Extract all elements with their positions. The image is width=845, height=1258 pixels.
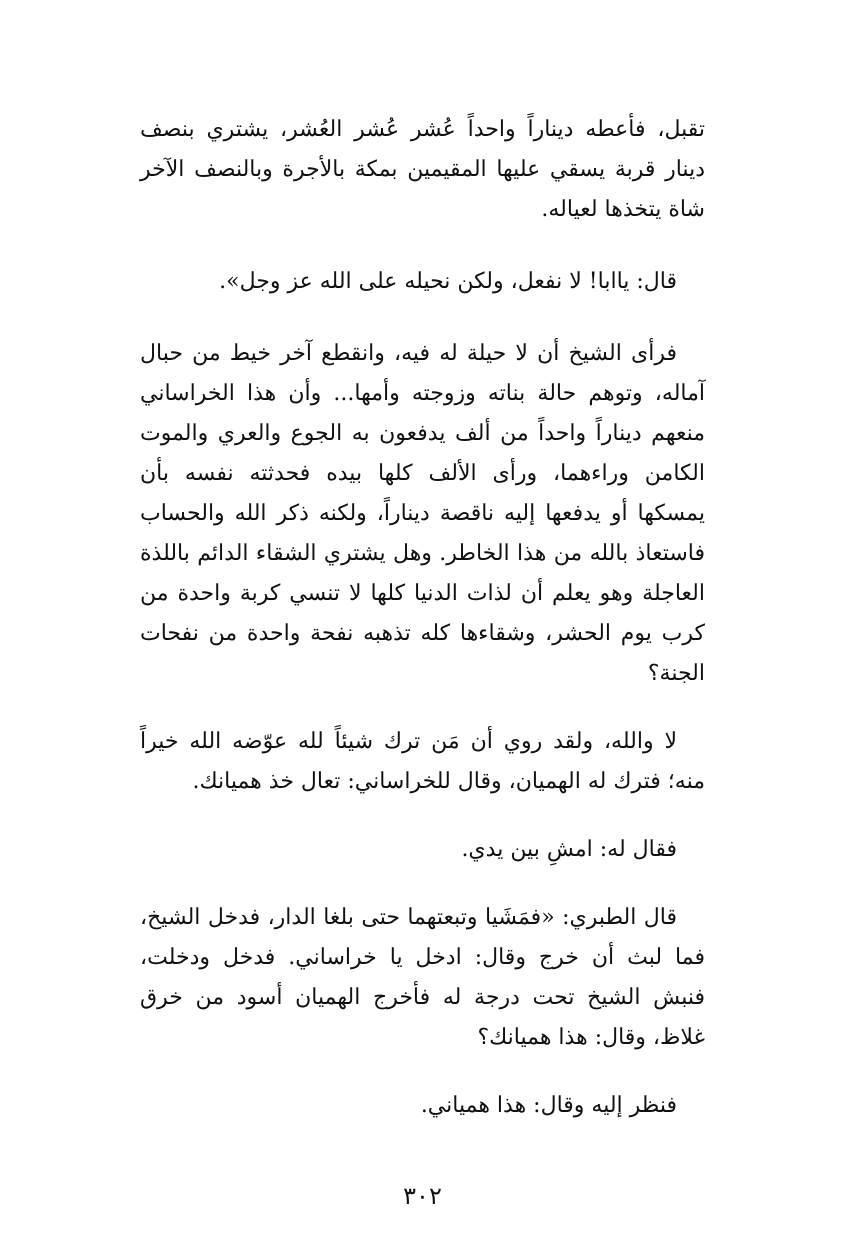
page-body	[140, 110, 705, 1126]
paragraph-5: فقال له: امشِ بين يدي.	[461, 837, 677, 862]
paragraph-2: قال: ياابا! لا نفعل، ولكن نحيله على الله عز وجل».	[219, 269, 677, 294]
page-number: ٣٠٢	[403, 1182, 442, 1210]
paragraph-1: تقبل، فأعطه ديناراً واحداً عُشر عُشر العُشر، يشتري بنصف دينار قربة يسقي عليها المقيمين بمكة بالأجرة وبالنصف الآخر شاة يتخذها لعياله.	[140, 117, 705, 222]
paragraph-6: قال الطبري: «فمَشَيا وتبعتهما حتى بلغا الدار، فدخل الشيخ، فما لبث أن خرج وقال: ادخل يا خراساني. فدخل ودخلت، فنبش الشيخ تحت درجة له فأخرج الهميان أسود من خرق غلاظ، وقال: هذا هميانك؟	[140, 905, 705, 1050]
paragraph-4: لا والله، ولقد روي أن مَن ترك شيئاً لله عوّضه الله خيراً منه؛ فترك له الهميان، وقال للخراساني: تعال خذ هميانك.	[140, 729, 705, 794]
paragraph-3: فرأى الشيخ أن لا حيلة له فيه، وانقطع آخر خيط من حبال آماله، وتوهم حالة بناته وزوجته وأمها... وأن هذا الخراساني منعهم ديناراً واحداً من ألف يدفعون به الجوع والعري والموت الكامن وراءهما، ورأى الألف كلها بيده فحدثته نفسه بأن يمسكها أو يدفعها إليه ناقصة ديناراً، ولكنه ذكر الله والحساب فاستعاذ بالله من هذا الخاطر. وهل يشتري الشقاء الدائم باللذة العاجلة وهو يعلم أن لذات الدنيا كلها لا تنسي كربة واحدة من كرب يوم الحشر، وشقاءها كله تذهبه نفحة واحدة من نفحات الجنة؟	[140, 341, 705, 686]
paragraph-7: فنظر إليه وقال: هذا همياني.	[420, 1093, 677, 1118]
